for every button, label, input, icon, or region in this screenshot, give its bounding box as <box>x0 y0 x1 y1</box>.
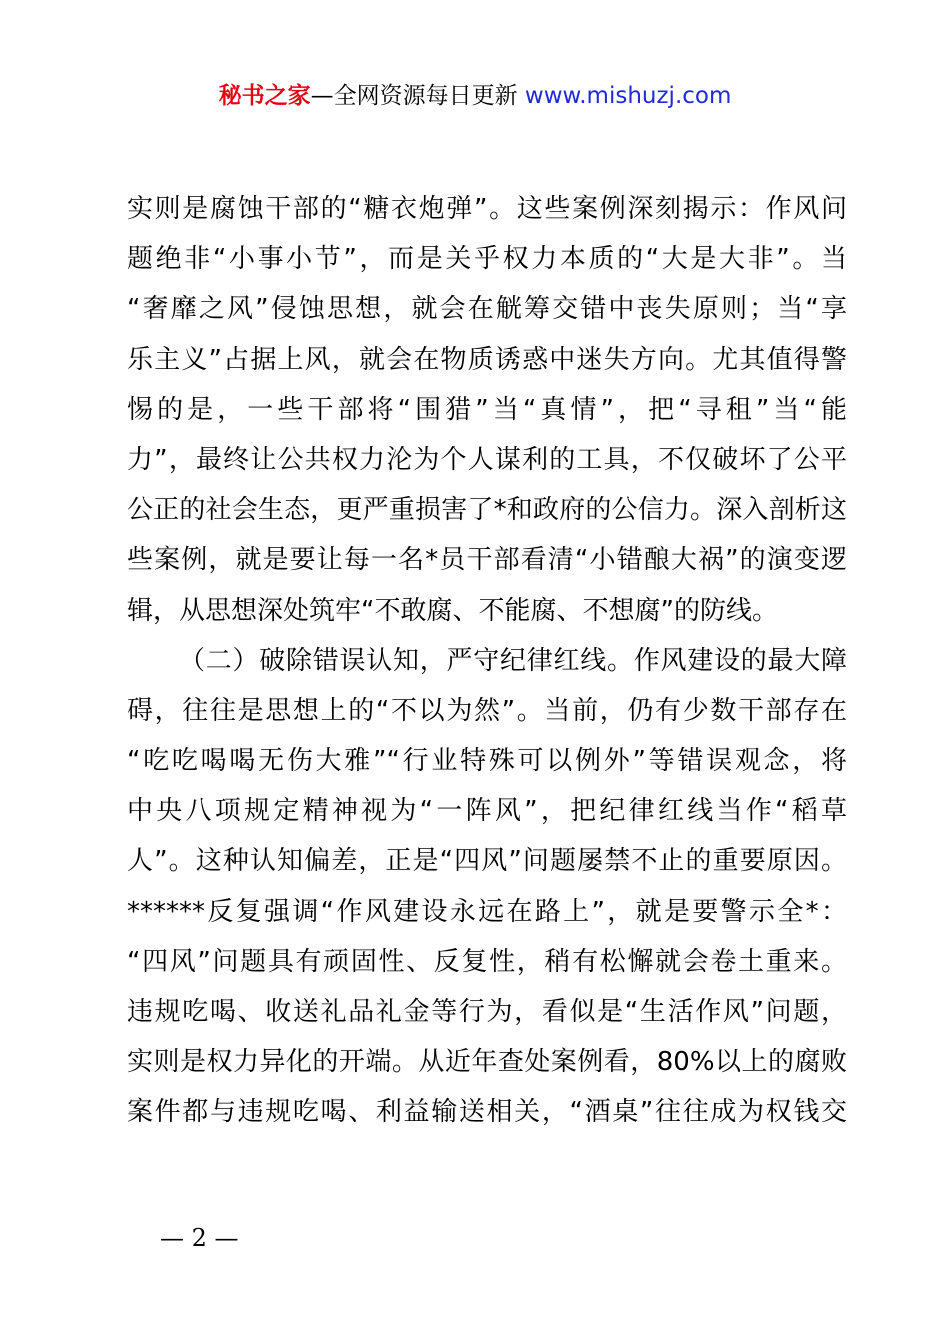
body-line: 碍，往往是思想上的“不以为然”。当前，仍有少数干部存在 <box>127 695 847 726</box>
body-line: 案件都与违规吃喝、利益输送相关，“酒桌”往往成为权钱交 <box>127 1097 847 1128</box>
body-line: 乐主义”占据上风，就会在物质诱惑中迷失方向。尤其值得警 <box>127 344 847 375</box>
body-line: “四风”问题具有顽固性、反复性，稍有松懈就会卷土重来。 <box>127 946 847 977</box>
body-line: 题绝非“小事小节”，而是关乎权力本质的“大是大非”。当 <box>127 244 847 275</box>
site-url[interactable]: www.mishuzj.com <box>524 83 732 109</box>
body-line: 辑，从思想深处筑牢“不敢腐、不能腐、不想腐”的防线。 <box>127 595 778 626</box>
body-line: 力”，最终让公共权力沦为个人谋利的工具，不仅破坏了公平 <box>127 444 847 475</box>
body-line: 人”。这种认知偏差，正是“四风”问题屡禁不止的重要原因。 <box>127 846 847 877</box>
body-line: 些案例，就是要让每一名*员干部看清“小错酿大祸”的演变逻 <box>127 545 847 576</box>
site-tagline: —全网资源每日更新 <box>310 83 525 109</box>
page-number: — 2 — <box>160 1224 239 1252</box>
body-line: 公正的社会生态，更严重损害了*和政府的公信力。深入剖析这 <box>127 495 847 526</box>
section-heading-line: （二）破除错误认知，严守纪律红线。作风建设的最大障 <box>179 645 847 676</box>
body-line: 惕的是，一些干部将“围猎”当“真情”，把“寻租”当“能 <box>127 394 847 425</box>
body-line: 违规吃喝、收送礼品礼金等行为，看似是“生活作风”问题， <box>127 997 847 1027</box>
body-line: 实则是权力异化的开端。从近年查处案例看，80%以上的腐败 <box>127 1047 847 1078</box>
body-line: 中央八项规定精神视为“一阵风”，把纪律红线当作“稻草 <box>127 796 847 827</box>
site-header <box>0 78 950 114</box>
body-line: ******反复强调“作风建设永远在路上”，就是要警示全*： <box>127 896 847 927</box>
body-line: “奢靡之风”侵蚀思想，就会在觥筹交错中丧失原则；当“享 <box>127 294 847 325</box>
document-body <box>127 184 847 1138</box>
body-line: 实则是腐蚀干部的“糖衣炮弹”。这些案例深刻揭示：作风问 <box>127 194 847 224</box>
site-brand: 秘书之家 <box>218 83 311 109</box>
body-line: “吃吃喝喝无伤大雅”“行业特殊可以例外”等错误观念，将 <box>127 746 847 777</box>
